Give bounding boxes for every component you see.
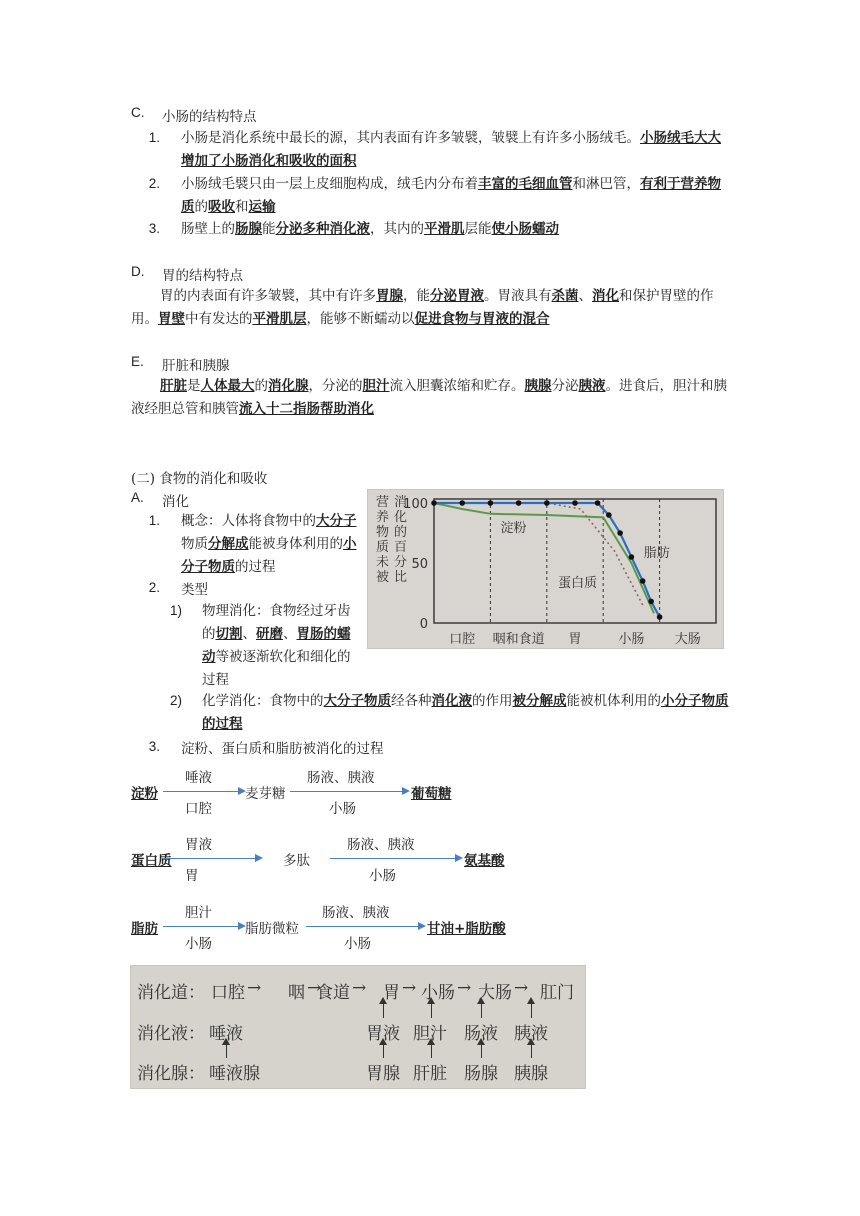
emphasis-text: 消化 (592, 288, 619, 304)
tract-arrow: → (457, 978, 472, 998)
c-item-3-num: 3. (148, 221, 160, 236)
emphasis-text: 小肠绒毛大大增加了小肠消化和吸收的面积 (181, 130, 721, 169)
digestion-chart-svg (368, 490, 723, 648)
p2-item-1-num: 1. (148, 513, 160, 528)
flow-arrow1-bot: 小肠 (185, 936, 212, 952)
p2-sub-2-text (202, 690, 732, 736)
body-text: 分泌 (551, 378, 579, 394)
gland-item: 胰腺 (514, 1064, 548, 1084)
tract-arrow: → (247, 978, 262, 998)
body-text: 物理消化：食物经过牙齿的 (202, 603, 351, 642)
chart-xtick: 大肠 (674, 632, 701, 647)
chart-point (648, 599, 654, 605)
body-text: 和淋巴管， (572, 176, 640, 192)
tract-item: 小肠 (421, 983, 455, 1003)
flow-arrow1-top: 胆汁 (185, 905, 212, 921)
p2-item-2-title: 类型 (181, 582, 208, 598)
juice-item: 胃液 (366, 1024, 400, 1044)
section-e-title: 肝脏和胰腺 (162, 358, 230, 374)
part2-a-letter: A. (131, 490, 144, 505)
body-text: 的作用 (472, 693, 513, 709)
juice-item: 胰液 (514, 1024, 548, 1044)
emphasis-text: 胰液 (578, 378, 606, 394)
flow-arrow2-head (455, 854, 463, 862)
chart-frame (434, 499, 716, 623)
chart-point (657, 614, 663, 620)
body-text: 的 (194, 199, 208, 215)
emphasis-text: 肠腺 (235, 221, 262, 237)
chart-series-0 (434, 503, 654, 613)
body-text: 、 (242, 626, 256, 642)
tract-arrow: → (307, 978, 322, 998)
digestive-system-table (130, 965, 586, 1089)
flow-end: 葡萄糖 (411, 786, 452, 802)
salivary-gland-up-arrow (226, 1044, 227, 1058)
tract-item: 大肠 (478, 983, 512, 1003)
gland-up-arrow-3 (531, 1044, 532, 1058)
body-text: 是 (187, 378, 201, 394)
section-d-title: 胃的结构特点 (162, 268, 243, 284)
body-text: 层能 (464, 221, 492, 237)
emphasis-text: 杀菌 (551, 288, 579, 304)
emphasis-text: 胃肠的蠕动 (202, 626, 351, 665)
flow-arrow2-top: 肠液、胰液 (307, 770, 375, 786)
body-text: 能 (262, 221, 276, 237)
gland-up-arrow-1 (431, 1044, 432, 1058)
flow-middle: 麦芽糖 (245, 786, 286, 802)
flow-arrow2-head (418, 922, 426, 930)
emphasis-text: 研磨 (256, 626, 283, 642)
body-text: 。进食后，胆汁和胰液经胆总管和胰管 (131, 378, 727, 417)
chart-ylabel-char: 养 (376, 510, 390, 525)
body-text: ，能够不断蠕动以 (306, 311, 415, 327)
body-text: 和保护胃壁的作用。 (131, 288, 714, 327)
emphasis-text: 小分子物质 (181, 536, 357, 575)
emphasis-text: 流入十二指肠帮助消化 (239, 401, 374, 417)
chart-point (459, 500, 465, 506)
juice-up-arrow-2-head (477, 997, 485, 1004)
chart-point (629, 554, 635, 560)
body-text: 胃的内表面有许多皱襞，其中有许多 (160, 288, 376, 304)
flow-arrow2-top: 肠液、胰液 (322, 905, 390, 921)
p2-sub-2-num: 2) (169, 693, 182, 708)
chart-point (617, 530, 623, 536)
chart-point (572, 500, 578, 506)
body-text: 能被身体利用的 (248, 536, 343, 552)
chart-ylabel-char: 比 (394, 570, 408, 585)
flow-arrow1-bot: 胃 (185, 868, 199, 884)
chart-xtick: 咽和食道 (492, 632, 545, 647)
gland-item: 胃腺 (366, 1064, 400, 1084)
chart-annotation-starch: 淀粉 (500, 520, 527, 536)
part2-a-title: 消化 (162, 494, 189, 510)
section-d-text (131, 285, 731, 331)
tract-item: 胃 (383, 983, 400, 1003)
row2-label: 消化液： (137, 1024, 205, 1044)
section-e-letter: E. (131, 354, 144, 369)
digestion-chart (367, 489, 724, 649)
c-item-1-num: 1. (148, 130, 160, 145)
chart-point (640, 578, 646, 584)
row1-label: 消化道： (137, 983, 205, 1003)
flow-arrow1-bot: 口腔 (185, 801, 212, 817)
chart-ylabel-char: 分 (394, 555, 408, 570)
tract-item: 咽 (288, 983, 305, 1003)
section-d-letter: D. (131, 264, 145, 279)
emphasis-text: 平滑肌层 (252, 311, 307, 327)
emphasis-text: 胆汁 (362, 378, 390, 394)
flow-arrow2-line (330, 858, 455, 859)
body-text: ，分泌的 (308, 378, 363, 394)
emphasis-text: 分泌胃液 (430, 288, 484, 304)
flow-arrow1-line (163, 791, 238, 792)
body-text: 的过程 (235, 559, 276, 575)
flow-arrow1-top: 唾液 (185, 770, 212, 786)
chart-ytick: 50 (411, 557, 428, 572)
chart-ylabel-char: 未 (376, 555, 390, 570)
juice-up-arrow-0 (383, 1003, 384, 1018)
flow-middle: 脂肪微粒 (245, 921, 299, 937)
chart-point (516, 500, 522, 506)
flow-start: 淀粉 (131, 786, 158, 802)
flow-arrow1-line (163, 858, 255, 859)
body-text: 肠壁上的 (181, 221, 235, 237)
body-text: 等被逐渐软化和细化的过程 (202, 649, 351, 688)
body-text: 、 (578, 288, 592, 304)
chart-ytick: 0 (419, 617, 428, 632)
body-text: 小肠绒毛襞只由一层上皮细胞构成，绒毛内分布着 (181, 176, 478, 192)
emphasis-text: 大分子物质 (323, 693, 391, 709)
tract-item: 口腔 (211, 983, 245, 1003)
section-c-title: 小肠的结构特点 (162, 109, 257, 125)
juice-up-arrow-2 (481, 1003, 482, 1018)
chart-xtick: 口腔 (449, 632, 476, 647)
tract-arrow: → (514, 978, 529, 998)
body-text: 概念：人体将食物中的 (181, 513, 316, 529)
emphasis-text: 胰腺 (524, 378, 552, 394)
chart-ylabel-char: 百 (394, 540, 408, 555)
chart-ylabel-char: 营 (376, 495, 390, 510)
p2-item-3-num: 3. (148, 739, 160, 754)
chart-ylabel-char: 物 (376, 525, 390, 540)
flow-end: 氨基酸 (464, 853, 505, 869)
juice-up-arrow-1-head (427, 997, 435, 1004)
gland-up-arrow-1-head (427, 1038, 435, 1045)
flow-arrow1-head (255, 854, 263, 862)
emphasis-text: 消化腺 (268, 378, 309, 394)
body-text: 。胃液具有 (484, 288, 552, 304)
p2-item-2-num: 2. (148, 580, 160, 595)
juice-item: 肠液 (464, 1024, 498, 1044)
chart-ylabel-char: 质 (376, 540, 390, 555)
gland-item: 肝脏 (413, 1064, 447, 1084)
emphasis-text: 分解成 (208, 536, 249, 552)
emphasis-text: 有利于营养物质 (181, 176, 721, 215)
juice-up-arrow-1 (431, 1003, 432, 1018)
emphasis-text: 胃腺 (376, 288, 403, 304)
c-item-3-text (181, 218, 741, 241)
chart-xtick: 小肠 (618, 632, 645, 647)
emphasis-text: 分泌多种消化液 (275, 221, 370, 237)
gland-up-arrow-0-head (379, 1038, 387, 1045)
chart-annotation-fat: 脂肪 (643, 546, 670, 561)
gland-up-arrow-2-head (477, 1038, 485, 1045)
flow-arrow2-bot: 小肠 (344, 936, 371, 952)
chart-ylabel-char: 的 (394, 525, 408, 540)
emphasis-text: 人体最大 (200, 378, 255, 394)
chart-ylabel-char: 化 (394, 510, 408, 525)
tract-arrow: → (402, 978, 417, 998)
gland-up-arrow-2 (481, 1044, 482, 1058)
p2-sub-1-text (202, 600, 359, 692)
flow-arrow2-line (306, 926, 418, 927)
chart-ytick: 100 (403, 497, 428, 512)
flow-start: 蛋白质 (131, 853, 172, 869)
flow-end: 甘油+脂肪酸 (427, 921, 506, 937)
gland-up-arrow-0 (383, 1044, 384, 1058)
body-text: 、 (283, 626, 297, 642)
flow-arrow1-line (163, 926, 238, 927)
juice-up-arrow-3-head (527, 997, 535, 1004)
flow-arrow1-top: 胃液 (185, 837, 212, 853)
chart-point (431, 500, 437, 506)
c-item-1-text (181, 127, 731, 173)
row3-label: 消化腺： (137, 1064, 205, 1084)
flow-arrow2-bot: 小肠 (329, 801, 356, 817)
juice-item: 胆汁 (413, 1024, 447, 1044)
emphasis-text: 平滑肌 (424, 221, 465, 237)
flow-arrow2-top: 肠液、胰液 (347, 837, 415, 853)
body-text: 经各种 (391, 693, 432, 709)
juice-up-arrow-3 (531, 1003, 532, 1018)
flow-arrow2-head (402, 787, 410, 795)
tract-item: 肛门 (540, 983, 574, 1003)
p2-sub-1-num: 1) (169, 603, 182, 618)
section-e-text (131, 375, 731, 421)
chart-point (606, 512, 612, 518)
chart-ylabel-char: 消 (394, 495, 408, 510)
emphasis-text: 丰富的毛细血管 (478, 176, 573, 192)
body-text: 物质 (181, 536, 208, 552)
emphasis-text: 小分子物质的过程 (202, 693, 729, 732)
chart-point (595, 500, 601, 506)
emphasis-text: 促进食物与胃液的混合 (414, 311, 550, 327)
body-text: 流入胆囊浓缩和贮存。 (389, 378, 525, 394)
body-text: 能被机体利用的 (566, 693, 661, 709)
juice-up-arrow-0-head (379, 997, 387, 1004)
p2-item-1-text (181, 510, 361, 579)
part2-title: (二) 食物的消化和吸收 (131, 471, 268, 487)
body-text: 和 (235, 199, 249, 215)
chart-ylabel-char: 被 (376, 570, 390, 585)
body-text: 小肠是消化系统中最长的源，其内表面有许多皱襞，皱襞上有许多小肠绒毛。 (181, 130, 640, 146)
c-item-2-text (181, 173, 731, 219)
tract-item: 食道 (316, 983, 350, 1003)
chart-point (488, 500, 494, 506)
chart-point (544, 500, 550, 506)
gland-item: 肠腺 (464, 1064, 498, 1084)
salivary-gland-up-arrow-head (222, 1038, 230, 1045)
body-text: 的 (254, 378, 268, 394)
emphasis-text: 运输 (248, 199, 276, 215)
emphasis-text: 被分解成 (512, 693, 567, 709)
gland-up-arrow-3-head (527, 1038, 535, 1045)
chart-annotation-protein: 蛋白质 (558, 576, 598, 591)
c-item-2-num: 2. (148, 176, 160, 191)
emphasis-text: 吸收 (208, 199, 235, 215)
chart-xtick: 胃 (568, 632, 582, 647)
emphasis-text: 消化液 (431, 693, 472, 709)
body-text: 中有发达的 (185, 311, 253, 327)
tract-arrow: → (352, 978, 367, 998)
body-text: ，其内的 (370, 221, 424, 237)
p2-item-3-title: 淀粉、蛋白质和脂肪被消化的过程 (181, 741, 384, 757)
emphasis-text: 切割 (215, 626, 243, 642)
juice-item: 唾液 (209, 1024, 243, 1044)
flow-arrow2-bot: 小肠 (369, 868, 396, 884)
section-c-letter: C. (131, 105, 145, 120)
flow-middle: 多肽 (283, 853, 310, 869)
body-text: ，能 (403, 288, 430, 304)
flow-arrow2-line (290, 791, 402, 792)
body-text: 化学消化：食物中的 (202, 693, 324, 709)
emphasis-text: 使小肠蠕动 (491, 221, 559, 237)
flow-start: 脂肪 (131, 921, 158, 937)
emphasis-text: 胃壁 (158, 311, 185, 327)
gland-item: 唾液腺 (209, 1064, 260, 1084)
emphasis-text: 肝脏 (160, 378, 187, 394)
emphasis-text: 大分子 (316, 513, 357, 529)
